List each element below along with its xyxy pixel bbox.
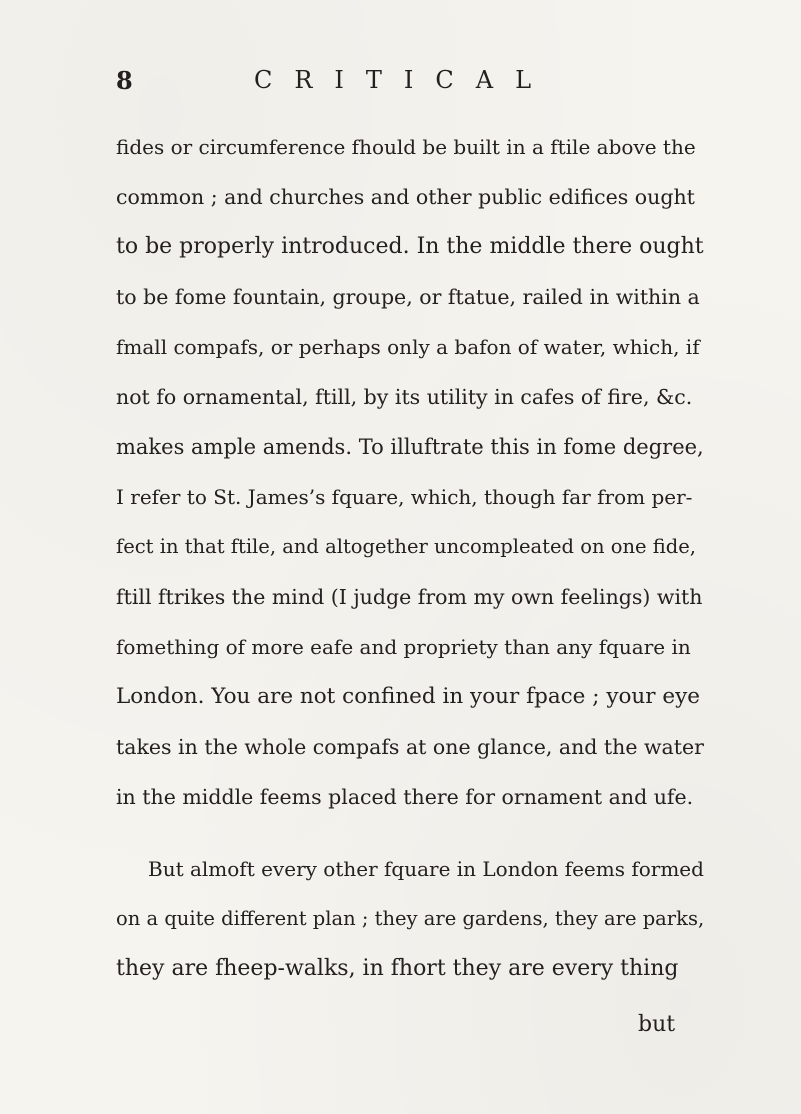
text-line: makes ample amends. To illuftrate this in fome degree,: [116, 435, 704, 459]
page-number: 8: [116, 66, 133, 95]
text-line: common ; and churches and other public edifices ought: [116, 185, 695, 209]
text-line: on a quite different plan ; they are gardens, they are parks,: [116, 907, 705, 930]
text-line: fmall compafs, or perhaps only a bafon of water, which, if: [116, 335, 700, 359]
text-line: ftill ftrikes the mind (I judge from my own feelings) with: [116, 585, 703, 609]
page-header: [116, 62, 696, 102]
text-line: But almoft every other fquare in London feems formed: [148, 857, 704, 881]
running-title: CRITICAL: [254, 66, 554, 94]
text-line: fect in that ftile, and altogether uncompleated on one fide,: [116, 535, 696, 558]
paragraph-1: [116, 122, 704, 822]
text-line: I refer to St. James’s fquare, which, though far from per-: [116, 485, 693, 509]
text-line: takes in the whole compafs at one glance, and the water: [116, 735, 704, 759]
text-line: they are fheep-walks, in fhort they are every thing: [116, 956, 679, 981]
catchword: but: [638, 1012, 676, 1037]
body-text: [116, 122, 704, 994]
text-line: to be fome fountain, groupe, or ftatue, railed in within a: [116, 285, 700, 309]
text-line: not fo ornamental, ftill, by its utility in cafes of fire, &c.: [116, 385, 693, 409]
text-line: fomething of more eafe and propriety than any fquare in: [116, 635, 691, 659]
text-line: to be properly introduced. In the middle there ought: [116, 234, 704, 259]
text-line: fides or circumference fhould be built in a ftile above the: [116, 135, 696, 159]
text-line: London. You are not confined in your fpace ; your eye: [116, 684, 700, 709]
paragraph-2: [116, 844, 704, 994]
text-line: in the middle feems placed there for ornament and ufe.: [116, 785, 694, 809]
